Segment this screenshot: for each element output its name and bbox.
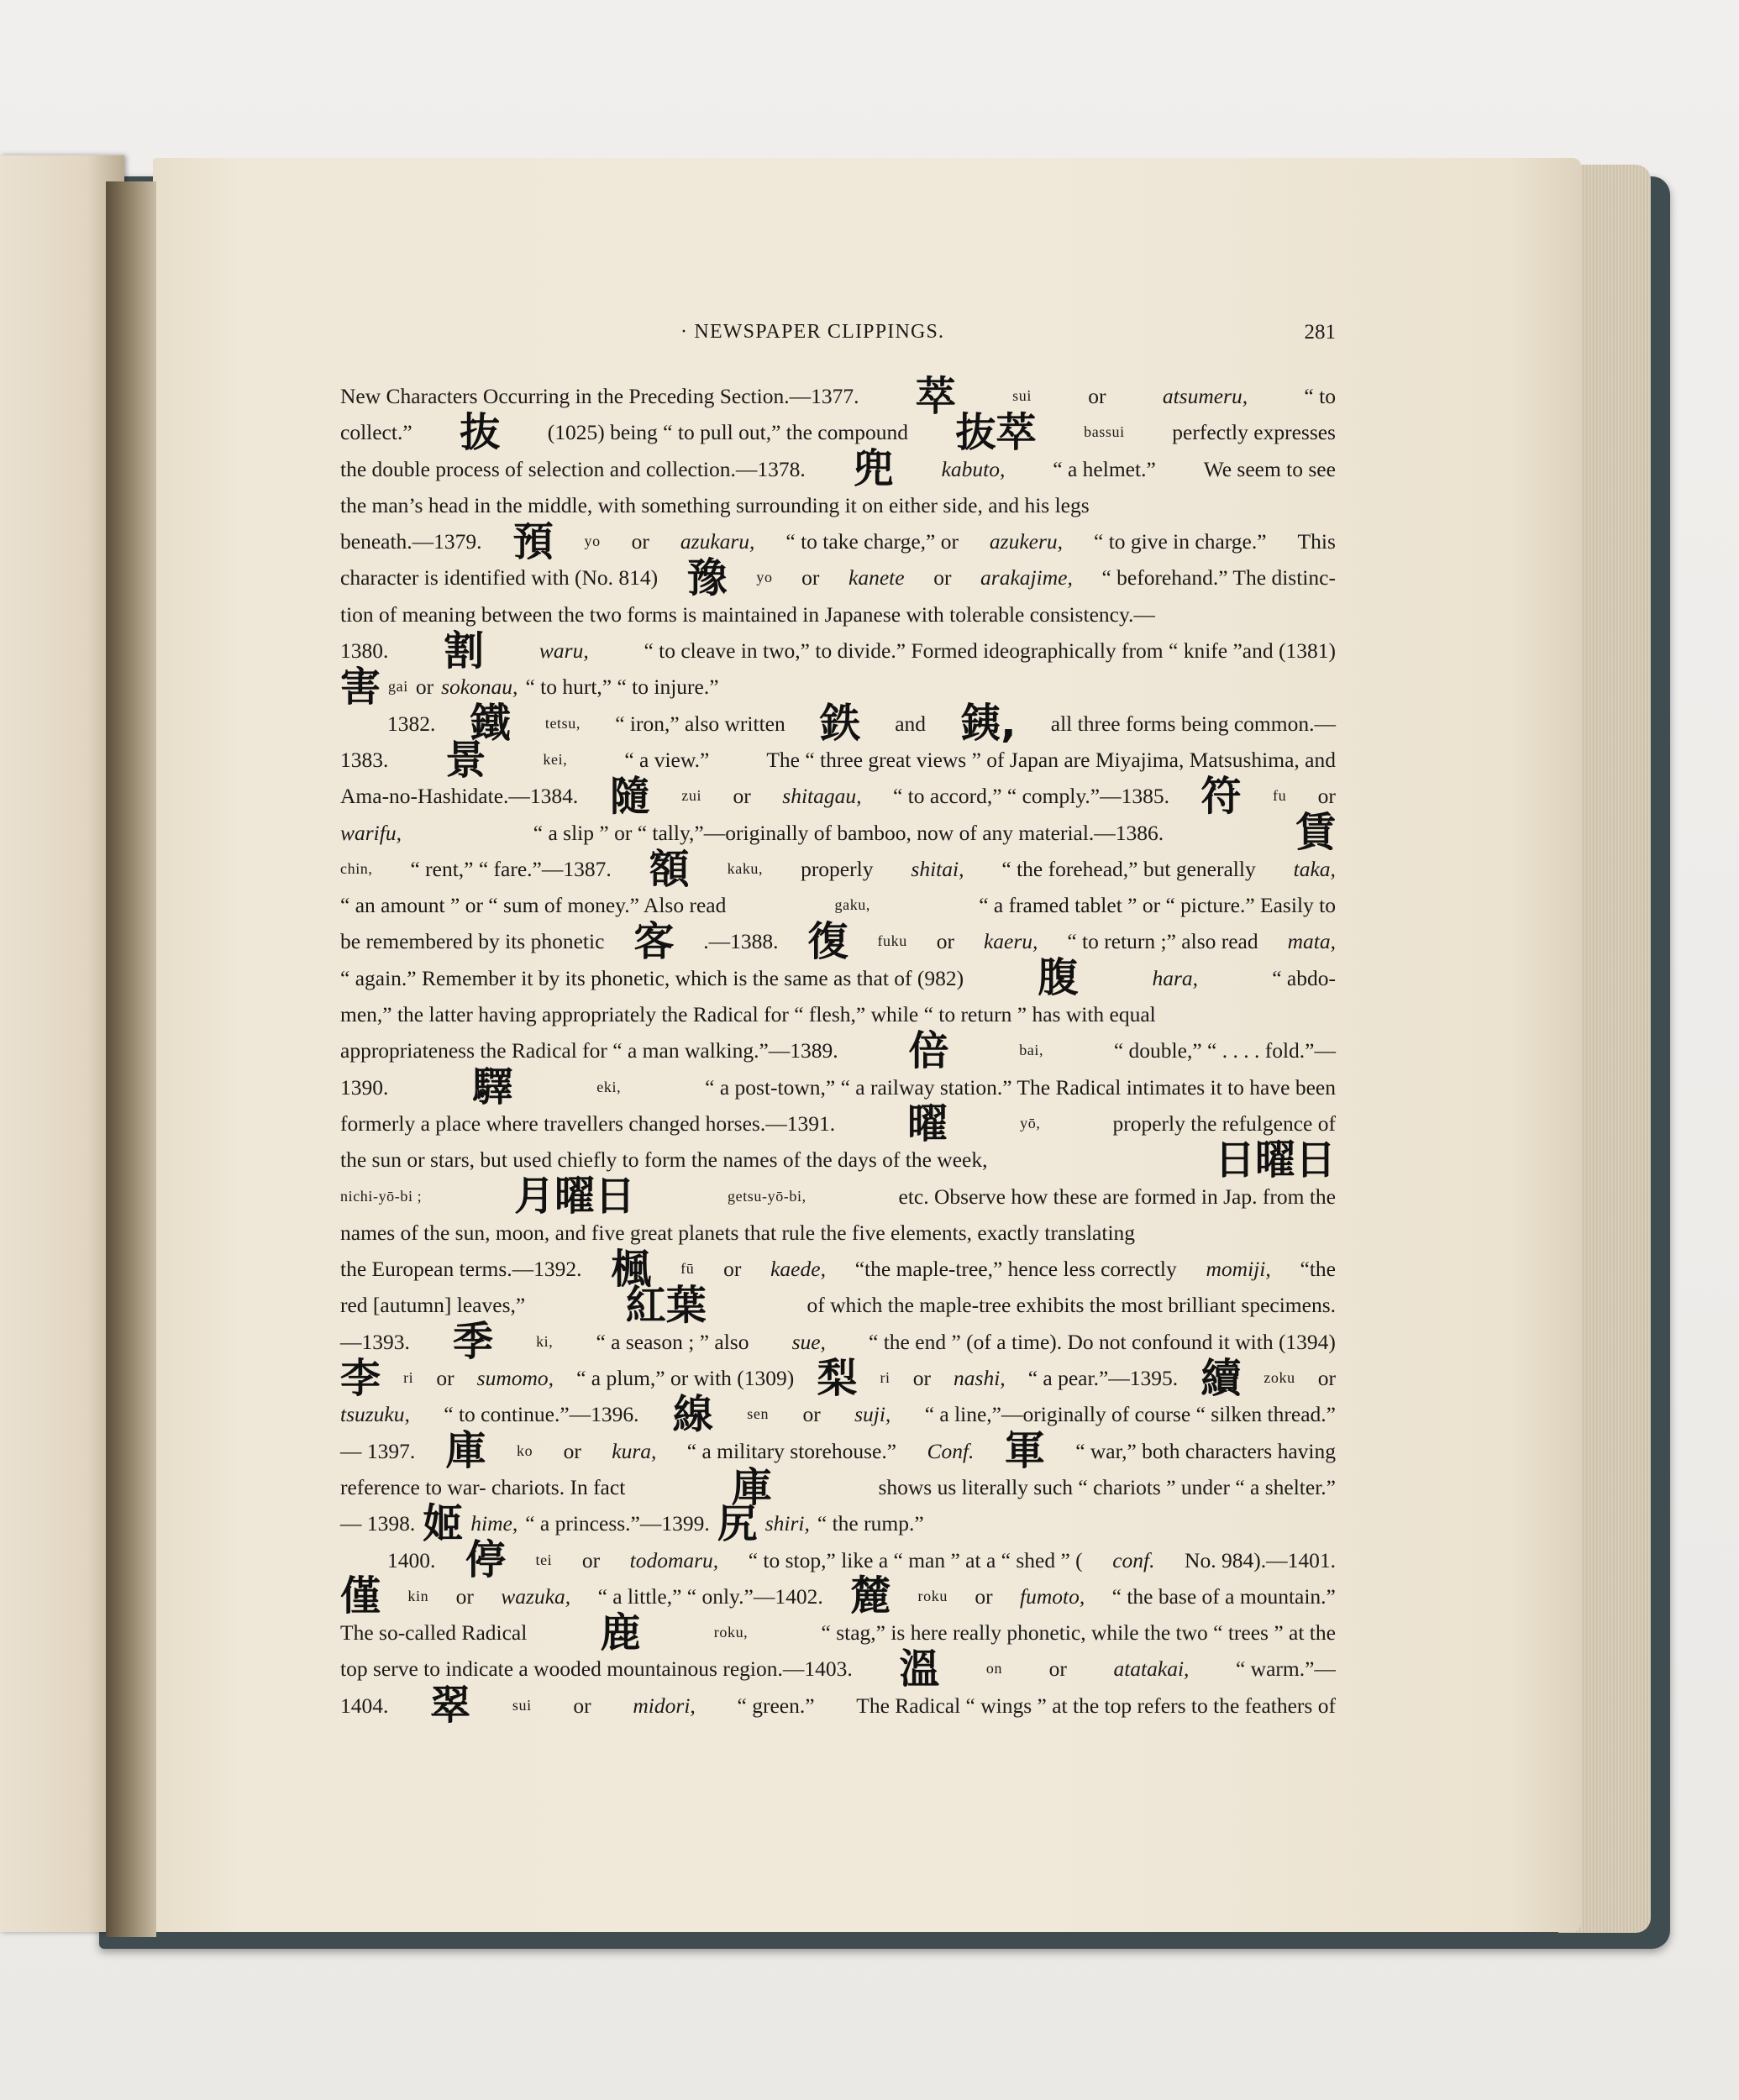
text-run: men,” the latter having appropriately the Radical for “ flesh,” while “ to return ” has with equal [340, 1002, 1156, 1027]
text-run: collect.” [340, 420, 412, 445]
reading: ko [517, 1441, 533, 1459]
japanese-word: warifu, [340, 820, 402, 845]
text-run: appropriateness the Radical for “ a man walking.”—1389. [340, 1038, 838, 1063]
text-run: 1390. [340, 1074, 389, 1100]
kanji-glyph: 豫 [686, 554, 728, 602]
text-line [340, 996, 1336, 1032]
text-run: “ to give in charge.” [1094, 529, 1267, 554]
text-run: of which the maple-tree exhibits the most brilliant specimens. [806, 1293, 1336, 1318]
text-line [340, 517, 1336, 565]
text-run: “ again.” Remember it by its phonetic, which is the same as that of (982) [340, 965, 964, 990]
text-run: (1025) being “ to pull out,” the compound [547, 420, 908, 445]
text-run: “ a little,” “ only.”—1402. [597, 1583, 823, 1609]
text-run: “ stag,” is here really phonetic, while the two “ trees ” at the [821, 1620, 1336, 1646]
kanji-glyph: 軍 [1004, 1427, 1045, 1475]
text-line [340, 1215, 1336, 1251]
text-line [340, 1354, 1336, 1402]
kanji-glyph: 庫 [731, 1463, 772, 1511]
text-run: or [455, 1583, 474, 1609]
text-line [340, 1572, 1336, 1620]
kanji-glyph: 鹿 [600, 1609, 641, 1656]
text-run: names of the sun, moon, and five great planets that rule the five elements, exactly translating [340, 1220, 1136, 1245]
reading: sui [1012, 387, 1032, 404]
text-run: “ a view.” [624, 747, 710, 772]
text-run: The Radical “ wings ” at the top refers to the feathers of [856, 1693, 1336, 1718]
kanji-glyph: 萃 [915, 372, 956, 420]
kanji-glyph: 預 [512, 517, 554, 565]
reading: chin, [340, 859, 373, 877]
text-run: or [802, 1402, 821, 1427]
text-line [340, 772, 1336, 820]
text-run: or [936, 929, 955, 954]
text-run: “ the end ” (of a time). Do not confound it with (1394) [869, 1329, 1336, 1354]
japanese-word: sue, [791, 1329, 826, 1354]
reading: tetsu, [544, 714, 581, 732]
japanese-word: azukaru, [680, 529, 755, 554]
text-run: the sun or stars, but used chiefly to form the names of the days of the week, [340, 1147, 988, 1173]
kanji-glyph: 鉄 [819, 700, 860, 748]
text-run: beneath.—1379. [340, 529, 482, 554]
kanji-glyph: 復 [807, 918, 848, 966]
text-run: or [563, 1438, 581, 1463]
body-text [340, 372, 1336, 1730]
kanji-glyph: 楓 [611, 1245, 652, 1293]
text-run: or [801, 565, 820, 591]
japanese-word: todomaru, [629, 1547, 719, 1572]
japanese-word: nashi, [954, 1366, 1006, 1391]
text-line [340, 1136, 1336, 1184]
japanese-word: atsumeru, [1162, 384, 1248, 408]
text-run: No. 984).—1401. [1185, 1547, 1336, 1572]
text-run: or [1048, 1656, 1067, 1682]
text-line [340, 1390, 1336, 1438]
japanese-word: kabuto, [941, 456, 1006, 481]
japanese-word: taka, [1293, 856, 1336, 881]
kanji-glyph: 季 [452, 1318, 493, 1366]
kanji-glyph: 月曜日 [514, 1173, 636, 1221]
reading: ri [403, 1369, 414, 1387]
kanji-glyph: 溫 [899, 1646, 940, 1693]
text-run: “ war,” both characters having [1075, 1438, 1336, 1463]
japanese-word: midori, [633, 1693, 696, 1718]
reading: eki, [596, 1078, 622, 1095]
text-run: “ to [1304, 384, 1336, 408]
text-line [340, 1427, 1336, 1475]
text-run: “ a season ; ” also [596, 1329, 749, 1354]
text-run: “ a framed tablet ” or “ picture.” Easily to [979, 893, 1336, 918]
text-run: or [436, 1366, 454, 1391]
text-run: or [581, 1547, 601, 1572]
running-head [340, 321, 1336, 354]
text-run: “ a military storehouse.” [686, 1438, 897, 1463]
text-run: “ rent,” “ fare.”—1387. [410, 856, 612, 881]
text-line [340, 596, 1336, 633]
kanji-glyph: 梨 [817, 1354, 858, 1402]
text-run: 1404. [340, 1693, 389, 1718]
text-run: top serve to indicate a wooded mountainous region.—1403. [340, 1656, 853, 1682]
text-line [340, 487, 1336, 523]
text-run: “ double,” “ . . . . fold.”— [1113, 1038, 1336, 1063]
japanese-word: kanete [848, 565, 905, 591]
text-run: or [723, 1257, 742, 1282]
text-run: “ a post-town,” “ a railway station.” The Radical intimates it to have been [705, 1074, 1336, 1100]
text-run: “ to hurt,” “ to injure.” [525, 675, 719, 700]
japanese-word: tsuzuku, [340, 1402, 410, 1427]
kanji-glyph: 線 [672, 1390, 713, 1438]
text-run: “ to take charge,” or [785, 529, 959, 554]
text-run: shows us literally such “ chariots ” under “ a shelter.” [878, 1474, 1336, 1499]
reading: tei [535, 1551, 553, 1568]
kanji-glyph: 額 [649, 845, 690, 893]
reading: roku [917, 1587, 948, 1604]
japanese-word: suji, [854, 1402, 891, 1427]
text-run: “ a line,”—originally of course “ silken thread.” [924, 1402, 1336, 1427]
text-run: be remembered by its phonetic [340, 929, 605, 954]
text-line [340, 627, 1336, 675]
text-run: “ a helmet.” [1053, 456, 1156, 481]
japanese-word: kura, [612, 1438, 657, 1463]
text-run: This [1297, 529, 1336, 554]
kanji-glyph: 倍 [908, 1026, 949, 1074]
kanji-glyph: 害 [340, 664, 381, 711]
japanese-word: azukeru, [989, 529, 1064, 554]
text-run: perfectly expresses [1172, 420, 1336, 445]
japanese-word: hara, [1152, 965, 1199, 990]
text-run: “ to return ;” also read [1067, 929, 1258, 954]
kanji-glyph: 翠 [430, 1682, 471, 1730]
kanji-glyph: 僅 [340, 1572, 381, 1620]
text-run: the European terms.—1392. [340, 1257, 582, 1282]
kanji-glyph: 驛 [472, 1063, 513, 1111]
text-run: or [1088, 384, 1106, 408]
japanese-word: kaede, [770, 1257, 826, 1282]
text-run: We seem to see [1203, 456, 1336, 481]
kanji-glyph: 庫 [445, 1427, 486, 1475]
reading: yo [756, 569, 773, 586]
text-run: or [415, 675, 434, 700]
kanji-glyph: 麓 [850, 1572, 891, 1620]
kanji-glyph: 隨 [609, 772, 650, 820]
japanese-word: fumoto, [1020, 1583, 1085, 1609]
text-line [340, 736, 1336, 784]
japanese-word: sokonau, [441, 675, 518, 700]
japanese-word: kaeru, [983, 929, 1038, 954]
reading: kei, [543, 750, 568, 768]
japanese-word: shitagau, [782, 784, 862, 809]
text-run: 1380. [340, 638, 389, 664]
text-run: “ abdo- [1272, 965, 1336, 990]
reading: roku, [713, 1624, 749, 1641]
text-run: properly the refulgence of [1112, 1110, 1336, 1136]
japanese-word: wazuka, [501, 1583, 571, 1609]
reading: zui [681, 787, 702, 805]
page-number: 281 [1304, 321, 1336, 344]
text-run: .—1388. [703, 929, 779, 954]
japanese-word: sumomo, [476, 1366, 554, 1391]
reading: bai, [1019, 1042, 1044, 1059]
text-run: conf. [1112, 1547, 1155, 1572]
reading: ri [880, 1369, 891, 1387]
japanese-word: waru, [539, 638, 589, 664]
text-line [340, 408, 1336, 456]
reading: fu [1272, 787, 1287, 805]
text-run: tion of meaning between the two forms is maintained in Japanese with tolerable consistency.— [340, 601, 1155, 627]
text-run: “ the rump.” [817, 1511, 924, 1536]
book-gutter [106, 181, 156, 1937]
text-run: “the [1300, 1257, 1336, 1282]
text-run: properly [801, 856, 874, 881]
reading: kin [407, 1587, 429, 1604]
text-run: “ the forehead,” but generally [1001, 856, 1256, 881]
kanji-glyph: 尻 [717, 1499, 758, 1547]
text-run: or [975, 1583, 993, 1609]
text-run: “ a princess.”—1399. [525, 1511, 710, 1536]
text-run: “ warm.”— [1235, 1656, 1336, 1682]
text-line [340, 1063, 1336, 1111]
text-run: — 1398. [340, 1511, 416, 1536]
text-run: or [573, 1693, 591, 1718]
text-run: Conf. [927, 1438, 975, 1463]
running-title: · NEWSPAPER CLIPPINGS. [680, 321, 944, 344]
kanji-glyph: 符 [1200, 772, 1242, 820]
text-line [340, 445, 1336, 493]
reading: on [985, 1660, 1003, 1677]
kanji-glyph: 姬 [423, 1499, 464, 1547]
text-run: —1393. [340, 1329, 410, 1354]
text-line [340, 918, 1336, 966]
kanji-glyph: 鐵 [470, 700, 511, 748]
text-run: “ to cleave in two,” to divide.” Formed ideographically from “ knife ”and (1381) [644, 638, 1336, 664]
japanese-word: shitai, [911, 856, 964, 881]
text-run: or [733, 784, 751, 809]
japanese-word: arakajime, [980, 565, 1073, 591]
kanji-glyph: 李 [340, 1354, 381, 1402]
reading: getsu-yō-bi, [728, 1187, 806, 1205]
text-line [340, 1100, 1336, 1147]
text-run: etc. Observe how these are formed in Jap. from the [898, 1184, 1336, 1209]
reading: gai [388, 678, 408, 696]
text-line [340, 1609, 1336, 1656]
text-run: “ iron,” also written [615, 711, 785, 736]
reading: gaku, [834, 896, 871, 914]
text-run: or [912, 1366, 931, 1391]
text-run: “ an amount ” or “ sum of money.” Also read [340, 893, 727, 918]
japanese-word: mata, [1287, 929, 1336, 954]
text-run: reference to war- chariots. In fact [340, 1474, 626, 1499]
kanji-glyph: 續 [1200, 1354, 1242, 1402]
text-run: “ a plum,” or with (1309) [576, 1366, 795, 1391]
text-line [340, 1646, 1336, 1693]
text-run: the man’s head in the middle, with something surrounding it on either side, and his legs [340, 492, 1090, 517]
kanji-glyph: 抜萃 [955, 408, 1037, 456]
kanji-glyph: 紅葉 [625, 1282, 707, 1330]
kanji-glyph: 停 [465, 1536, 506, 1584]
text-line [340, 700, 1336, 748]
text-line [340, 845, 1336, 893]
reading: kaku, [727, 859, 764, 877]
kanji-glyph: 曜 [907, 1100, 948, 1147]
text-run: or [1317, 1366, 1336, 1391]
text-line [340, 1245, 1336, 1293]
text-run: 1383. [340, 747, 389, 772]
text-run: “ a slip ” or “ tally,”—originally of bamboo, now of any material.—1386. [533, 820, 1164, 845]
kanji-glyph: 兜 [853, 445, 894, 493]
reading: bassui [1084, 423, 1125, 441]
text-run: “ the base of a mountain.” [1111, 1583, 1336, 1609]
kanji-glyph: 割 [444, 627, 485, 675]
text-run: — 1397. [340, 1438, 416, 1463]
japanese-word: momiji, [1206, 1257, 1271, 1282]
reading: yō, [1020, 1114, 1041, 1131]
text-run: The “ three great views ” of Japan are Miyajima, Matsushima, and [766, 747, 1336, 772]
text-run: the double process of selection and collection.—1378. [340, 456, 806, 481]
reading: nichi-yō-bi ; [340, 1187, 423, 1205]
text-run: The so-called Radical [340, 1620, 528, 1646]
text-run: formerly a place where travellers changed horses.—1391. [340, 1110, 836, 1136]
kanji-glyph: 銕, [960, 700, 1017, 748]
kanji-glyph: 景 [445, 736, 486, 784]
text-run: and [895, 711, 927, 736]
text-run: “ to stop,” like a “ man ” at a “ shed ” ( [748, 1547, 1083, 1572]
text-run: or [631, 529, 649, 554]
reading: sen [747, 1405, 770, 1423]
text-run: red [autumn] leaves,” [340, 1293, 526, 1318]
text-run: “ to continue.”—1396. [444, 1402, 639, 1427]
kanji-glyph: 腹 [1038, 954, 1079, 1002]
text-run: 1400. [387, 1547, 436, 1572]
kanji-glyph: 抜 [460, 408, 501, 456]
text-run: all three forms being common.— [1050, 711, 1336, 736]
text-line [340, 954, 1336, 1002]
text-line [340, 1463, 1336, 1511]
text-run: Ama-no-Hashidate.—1384. [340, 784, 579, 809]
reading: yo [584, 533, 601, 550]
text-line [340, 1682, 1336, 1730]
text-run: New Characters Occurring in the Preceding Section.—1377. [340, 384, 859, 408]
reading: fū [680, 1260, 695, 1278]
text-run: character is identified with (No. 814) [340, 565, 659, 591]
text-line [340, 1173, 1336, 1221]
reading: sui [512, 1696, 532, 1714]
text-run: 1382. [387, 711, 436, 736]
text-line [340, 809, 1336, 857]
text-run: “ a pear.”—1395. [1027, 1366, 1179, 1391]
text-run: or [933, 565, 952, 591]
kanji-glyph: 客 [633, 918, 675, 966]
text-line [340, 554, 1336, 602]
reading: fuku [877, 932, 907, 950]
text-line [340, 1536, 1336, 1584]
japanese-word: atatakai, [1113, 1656, 1190, 1682]
japanese-word: shiri, [764, 1511, 810, 1536]
text-run: “ beforehand.” The distinc- [1101, 565, 1336, 591]
text-run: or [1317, 784, 1336, 809]
text-run: “the maple-tree,” hence less correctly [854, 1257, 1177, 1282]
kanji-glyph: 賃 [1295, 809, 1336, 857]
kanji-glyph: 日曜日 [1214, 1136, 1336, 1184]
japanese-word: hime, [470, 1511, 518, 1536]
reading: zoku [1264, 1369, 1295, 1387]
text-run: “ green.” [737, 1693, 815, 1718]
text-run: “ to accord,” “ comply.”—1385. [892, 784, 1169, 809]
reading: ki, [536, 1332, 554, 1350]
